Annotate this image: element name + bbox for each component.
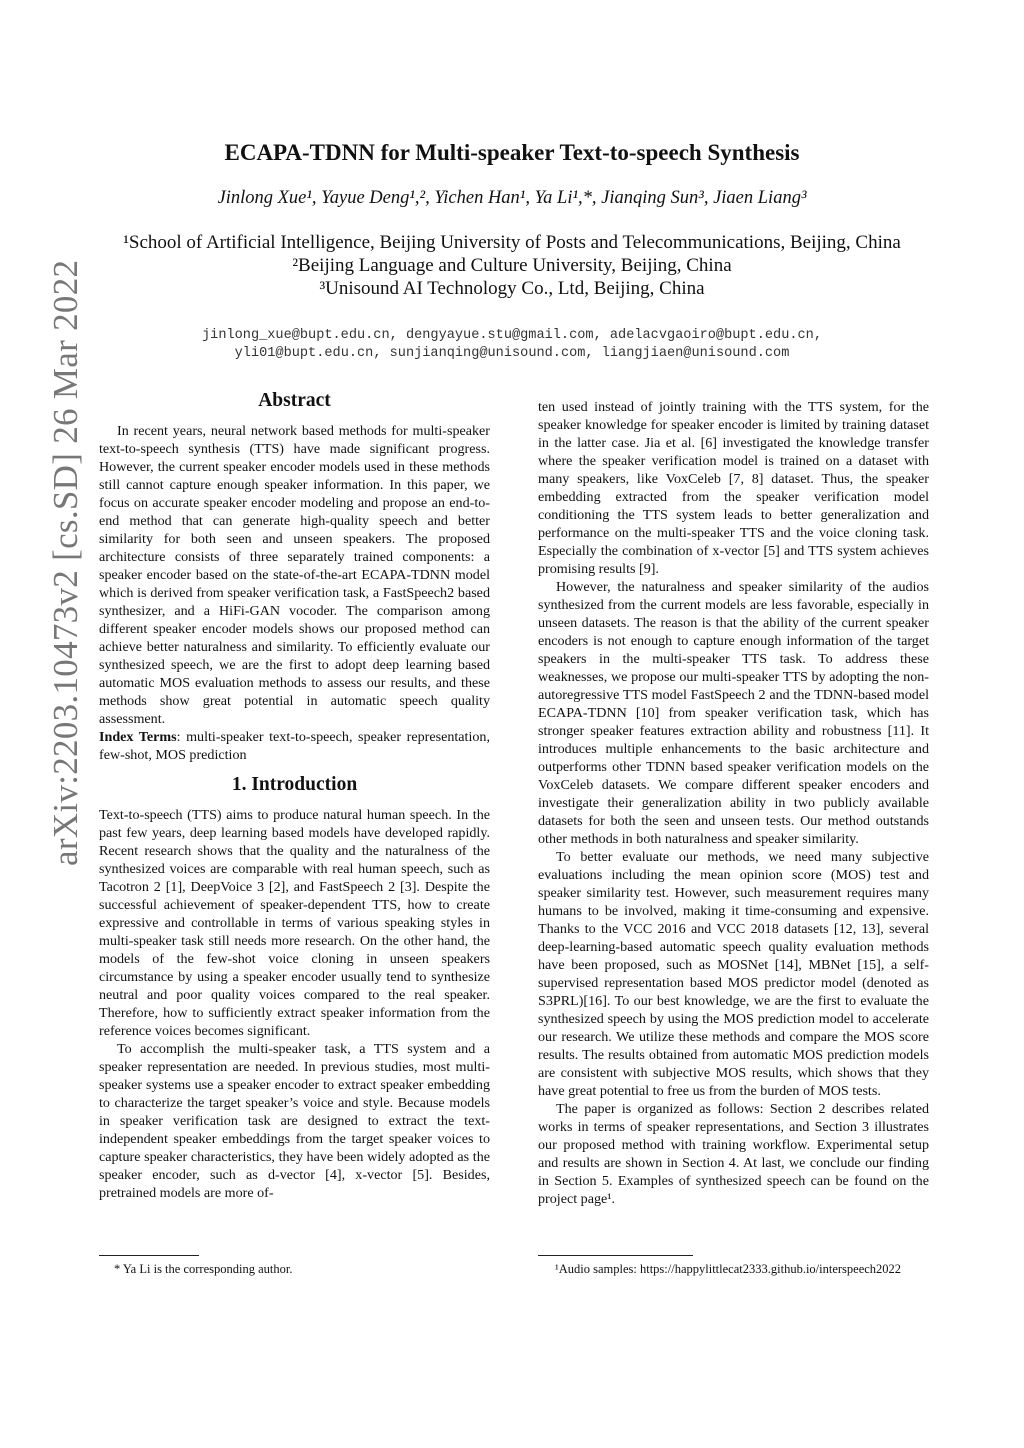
right-paragraph-1: ten used instead of jointly training with the TTS system, for the speaker knowledge for speaker encoder is limited by training dataset in the latter case. Jia et al. [6] investigated the knowledge transfer where the speaker verification model is trained on a dataset with many speakers, like VoxCeleb [7, 8] dataset. Thus, the speaker embedding extracted from the speaker verification model conditioning the TTS system leads to better generalization and performance on the multi-speaker TTS and the voice cloning task. Especially the combination of x-vector [5] and TTS system achieves promising results [9].	[538, 399, 929, 577]
email-line-2: yli01@bupt.edu.cn, sunjianqing@unisound.com, liangjiaen@unisound.com	[234, 346, 790, 361]
paper-title: ECAPA-TDNN for Multi-speaker Text-to-speech Synthesis	[224, 140, 800, 165]
affiliation-2: ²Beijing Language and Culture University, Beijing, China	[292, 255, 732, 276]
footnote-rule-right	[538, 1255, 693, 1256]
footnote-audio-samples: ¹Audio samples: https://happylittlecat2333.github.io/interspeech2022	[555, 1262, 902, 1276]
abstract-heading: Abstract	[258, 390, 331, 411]
right-column	[538, 398, 929, 1208]
affiliation-1: ¹School of Artificial Intelligence, Beijing University of Posts and Telecommunications, Beijing, China	[123, 232, 901, 253]
intro-paragraph-1: Text-to-speech (TTS) aims to produce natural human speech. In the past few years, deep learning based models have developed rapidly. Recent research shows that the quality and the naturalness of the synthesized voices are comparable with real human speech, such as Tacotron 2 [1], DeepVoice 3 [2], and FastSpeech 2 [3]. Despite the successful achievement of speaker-dependent TTS, how to create expressive and controllable in terms of various speaking styles in multi-speaker task still needs more research. On the other hand, the models of the few-shot voice cloning in unseen speakers circumstance by using a speaker encoder usually tend to synthesize neutral and poor quality voices compared to the real speaker. Therefore, how to sufficiently extract speaker information from the reference voices becomes significant.	[99, 807, 490, 1039]
footnote-rule-left	[99, 1255, 199, 1256]
email-line-1: jinlong_xue@bupt.edu.cn, dengyayue.stu@gmail.com, adelacvgaoiro@bupt.edu.cn,	[202, 328, 822, 343]
right-paragraph-3: To better evaluate our methods, we need many subjective evaluations including the mean opinion score (MOS) test and speaker similarity test. However, such measurement requires many humans to be involved, making it time-consuming and expensive. Thanks to the VCC 2016 and VCC 2018 datasets [12, 13], several deep-learning-based automatic speech quality evaluation methods have been proposed, such as MOSNet [14], MBNet [15], a self-supervised representation based MOS predictor model (denoted as S3PRL)[16]. To our best knowledge, we are the first to evaluate the synthesized speech by using the MOS prediction model to accelerate our research. We utilize these methods and compare the MOS score results. The results obtained from automatic MOS prediction models are consistent with subjective MOS results, which shows that they have great potential to free us from the burden of MOS tests.	[538, 849, 929, 1099]
arxiv-identifier: arXiv:2203.10473v2 [cs.SD] 26 Mar 2022	[46, 259, 85, 866]
footnote-corresponding-author: * Ya Li is the corresponding author.	[114, 1262, 293, 1276]
author-emails	[100, 327, 924, 363]
author-list: Jinlong Xue¹, Yayue Deng¹,², Yichen Han¹, Ya Li¹,*, Jianqing Sun³, Jiaen Liang³	[217, 188, 807, 208]
affiliation-3: ³Unisound AI Technology Co., Ltd, Beijing, China	[319, 278, 705, 299]
abstract-text: In recent years, neural network based methods for multi-speaker text-to-speech synthesis (TTS) have made significant progress. However, the current speaker encoder models used in these methods still cannot capture enough speaker information. In this paper, we focus on accurate speaker encoder modeling and propose an end-to-end method that can generate high-quality speech and better similarity for both seen and unseen speakers. The proposed architecture consists of three separately trained components: a speaker encoder based on the state-of-the-art ECAPA-TDNN model which is derived from speaker verification task, a FastSpeech2 based synthesizer, and a HiFi-GAN vocoder. The comparison among different speaker encoder models shows our proposed method can achieve better naturalness and similarity. To efficiently evaluate our synthesized speech, we are the first to adopt deep learning based automatic MOS evaluation methods to assess our results, and these methods show great potential in automatic speech quality assessment.	[99, 423, 490, 727]
right-paragraph-4: The paper is organized as follows: Section 2 describes related works in terms of speaker representations, and Section 3 illustrates our proposed method with training workflow. Experimental setup and results are shown in Section 4. At last, we conclude our finding in Section 5. Examples of synthesized speech can be found on the project page¹.	[538, 1101, 929, 1207]
introduction-heading: 1. Introduction	[231, 774, 358, 795]
index-terms-label: Index Terms	[99, 729, 177, 745]
right-paragraph-2: However, the naturalness and speaker similarity of the audios synthesized from the current models are less favorable, especially in unseen datasets. The reason is that the ability of the current speaker encoders is not enough to capture enough information of the target speakers in the multi-speaker TTS task. To address these weaknesses, we propose our multi-speaker TTS by adopting the non-autoregressive TTS model FastSpeech 2 and the TDNN-based model ECAPA-TDNN [10] from speaker verification task, which has stronger speaker features extraction ability and robustness [11]. It introduces multiple enhancements to the basic architecture and outperforms other TDNN based speaker verification models on the VoxCeleb datasets. We compare different speaker encoders and investigate their generalization ability in two publicly available datasets for both the seen and unseen tests. Our method outstands other methods in both naturalness and speaker similarity.	[538, 579, 929, 847]
intro-paragraph-2: To accomplish the multi-speaker task, a TTS system and a speaker representation are needed. In previous studies, most multi-speaker systems use a speaker encoder to extract speaker embedding to characterize the target speaker’s voice and style. Because models in speaker verification task are designed to extract the text-independent speaker embeddings from the target speaker voices to capture speaker characteristics, they have been widely adopted as the speaker encoder, such as d-vector [4], x-vector [5]. Besides, pretrained models are more of-	[99, 1041, 490, 1201]
affiliations	[120, 231, 904, 300]
index-terms-text: : multi-speaker text-to-speech, speaker representation, few-shot, MOS prediction	[99, 729, 490, 763]
index-terms	[99, 728, 490, 764]
left-column	[99, 392, 490, 1202]
